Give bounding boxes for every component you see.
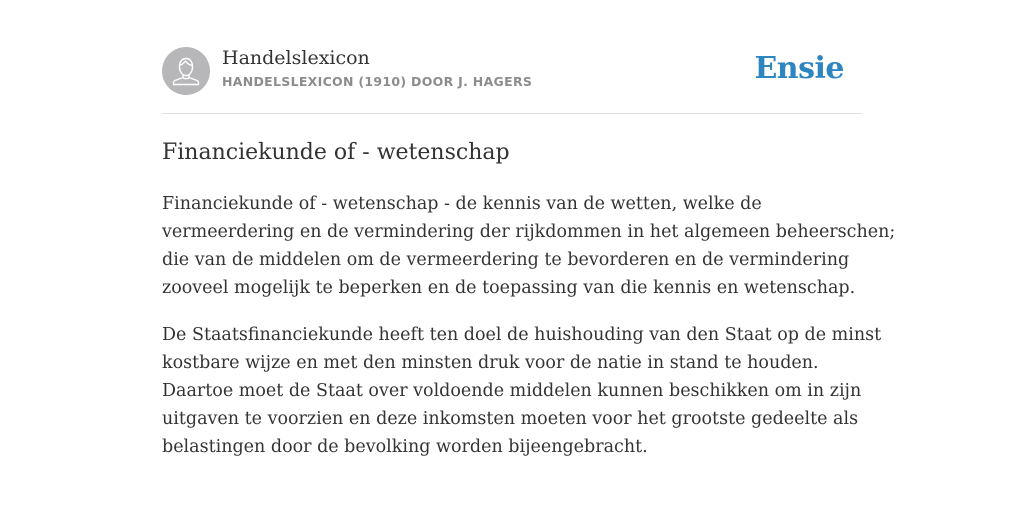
paragraph-line: zooveel mogelijk te beperken en de toepassing van die kennis en wetenschap.: [162, 278, 856, 298]
article-title: Financiekunde of - wetenschap: [162, 140, 510, 165]
brand-logo[interactable]: Ensie: [754, 51, 844, 86]
source-header: [162, 46, 862, 96]
paragraph-line: Daartoe moet de Staat over voldoende middelen kunnen beschikken om in zijn: [162, 381, 862, 401]
paragraph-line: kostbare wijze en met den minsten druk voor de natie in stand te houden.: [162, 353, 819, 373]
article-body: [162, 190, 896, 480]
source-avatar[interactable]: [162, 47, 210, 95]
article-paragraph: [162, 190, 896, 302]
paragraph-line: vermeerdering en de vermindering der rijkdommen in het algemeen beheerschen;: [162, 222, 896, 242]
paragraph-line: die van de middelen om de vermeerdering te bevorderen en de vermindering: [162, 250, 850, 270]
paragraph-line: uitgaven te voorzien en deze inkomsten moeten voor het grootste gedeelte als: [162, 409, 859, 429]
source-subtitle: HANDELSLEXICON (1910) DOOR J. HAGERS: [222, 74, 533, 89]
paragraph-line: Financiekunde of - wetenschap - de kennis van de wetten, welke de: [162, 194, 762, 214]
user-icon: [162, 47, 210, 95]
source-name[interactable]: Handelslexicon: [222, 47, 370, 69]
paragraph-line: De Staatsfinanciekunde heeft ten doel de huishouding van den Staat op de minst: [162, 325, 882, 345]
paragraph-line: belastingen door de bevolking worden bijeengebracht.: [162, 437, 648, 457]
header-divider: [162, 113, 862, 114]
article-paragraph: [162, 321, 882, 461]
